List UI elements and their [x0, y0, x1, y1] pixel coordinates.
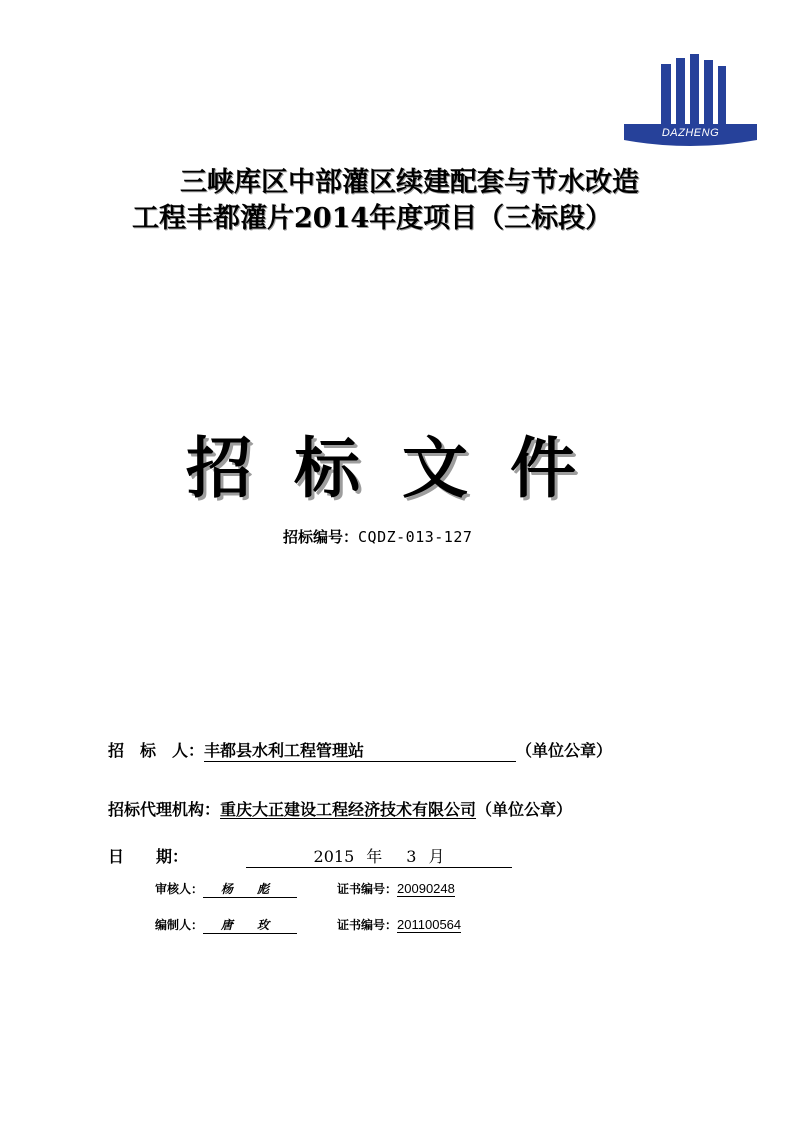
reviewer-name: 杨 彪: [203, 880, 297, 898]
agency-value: 重庆大正建设工程经济技术有限公司: [220, 800, 477, 819]
compiler-label: 编制人：: [155, 918, 204, 932]
agency-row: [108, 797, 572, 820]
logo-wordmark: DAZHENG: [661, 127, 720, 139]
document-type-heading: 招标文件: [186, 429, 618, 507]
date-year: 2015: [313, 847, 355, 866]
compiler-name: 唐 玫: [203, 916, 297, 934]
date-label: 日 期：: [108, 847, 189, 866]
reviewer-cert-number: 20090248: [397, 881, 455, 896]
compiler-cert-label: 证书编号：: [337, 918, 398, 932]
company-logo: [624, 54, 757, 146]
tender-number-label: 招标编号：: [283, 528, 359, 546]
compiler-cert-number: 201100564: [397, 917, 462, 932]
reviewer-cert-label: 证书编号：: [337, 882, 398, 896]
date-year-unit: 年: [366, 847, 383, 866]
tenderer-value: 丰都县水利工程管理站: [204, 741, 516, 762]
tenderer-row: [108, 738, 612, 762]
compiler-row: [155, 916, 461, 934]
date-row: [108, 844, 512, 868]
project-title-line-2: 工程丰都灌片2014年度项目（三标段）: [132, 203, 613, 234]
tenderer-label: 招 标 人：: [108, 741, 205, 760]
date-month-unit: 月: [428, 847, 445, 866]
tender-number-value: CQDZ-013-127: [358, 528, 473, 546]
agency-seal: （单位公章）: [476, 800, 573, 819]
tenderer-seal: （单位公章）: [516, 741, 613, 760]
agency-label: 招标代理机构：: [108, 800, 221, 819]
project-title-line-1: 三峡库区中部灌区续建配套与节水改造: [180, 167, 639, 198]
tender-number: [283, 526, 472, 547]
reviewer-label: 审核人：: [155, 882, 204, 896]
date-month: 3: [406, 847, 417, 866]
reviewer-row: [155, 880, 455, 898]
date-value: [246, 847, 512, 868]
